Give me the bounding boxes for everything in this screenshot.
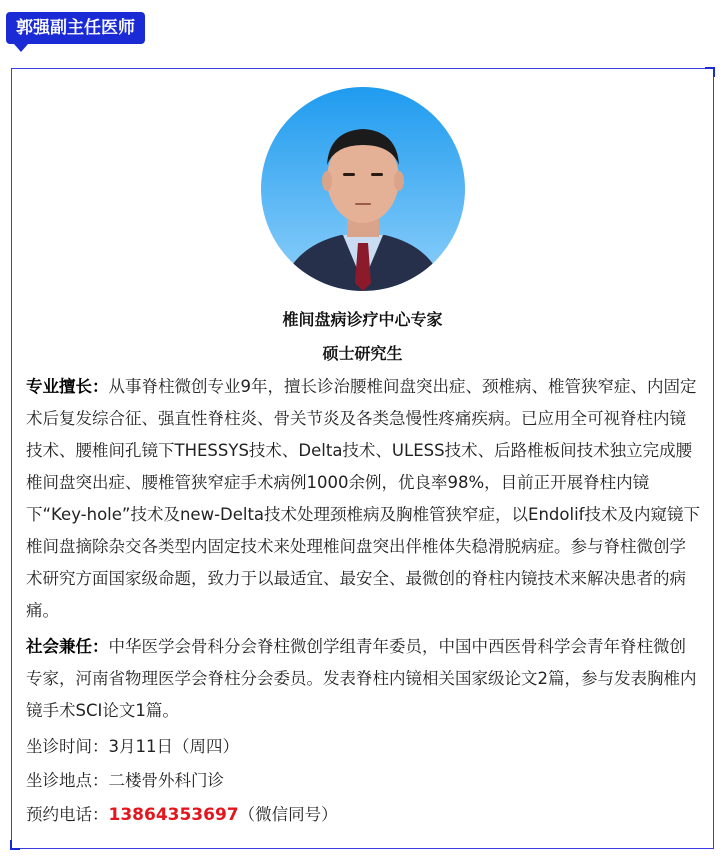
corner-decoration — [10, 840, 20, 850]
social-label: 社会兼任： — [26, 637, 109, 656]
doctor-degree: 硕士研究生 — [322, 344, 403, 363]
social-text: 中华医学会骨科分会脊柱微创学组青年委员，中国中西医骨科学会青年脊柱微创专家，河南省物理医学会脊柱分会委员。发表脊柱内镜相关国家级论文2篇，参与发表胸椎内镜手术SCI论文1篇。 — [26, 637, 697, 720]
contact-note: （微信同号） — [238, 805, 338, 824]
contact-line — [26, 799, 702, 831]
specialty-label: 专业擅长： — [26, 377, 109, 396]
doctor-avatar — [261, 87, 465, 291]
social-paragraph — [26, 631, 702, 727]
profile-details — [26, 371, 702, 831]
doctor-title: 郭强副主任医师 — [16, 18, 135, 38]
schedule-location: 坐诊地点：二楼骨外科门诊 — [26, 771, 224, 790]
doctor-title-tag — [6, 12, 145, 44]
specialty-text: 从事脊柱微创专业9年，擅长诊治腰椎间盘突出症、颈椎病、椎管狭窄症、内固定术后复发综合征、强直性脊柱炎、骨关节炎及各类急慢性疼痛疾病。已应用全可视脊柱内镜技术、腰椎间孔镜下THESSYS技术、Delta技术、ULESS技术、后路椎板间技术独立完成腰椎间盘突出症、腰椎管狭窄症手术病例1000余例，优良率98%，目前正开展脊柱内镜下“Key-hole”技术及new-Delta技术处理颈椎病及胸椎管狭窄症，以Endolif技术及内窥镜下椎间盘摘除杂交各类型内固定技术来处理椎间盘突出伴椎体失稳滑脱病症。参与脊柱微创学术研究方面国家级命题，致力于以最适宜、最安全、最微创的脊柱内镜技术来解决患者的病痛。 — [26, 377, 700, 620]
corner-decoration — [705, 67, 715, 77]
phone-number[interactable]: 13864353697 — [108, 805, 239, 825]
doctor-role: 椎间盘病诊疗中心专家 — [282, 310, 443, 329]
schedule-time: 坐诊时间：3月11日（周四） — [26, 737, 239, 756]
profile-card — [11, 68, 714, 849]
specialty-paragraph — [26, 371, 702, 627]
contact-label: 预约电话： — [26, 805, 109, 824]
